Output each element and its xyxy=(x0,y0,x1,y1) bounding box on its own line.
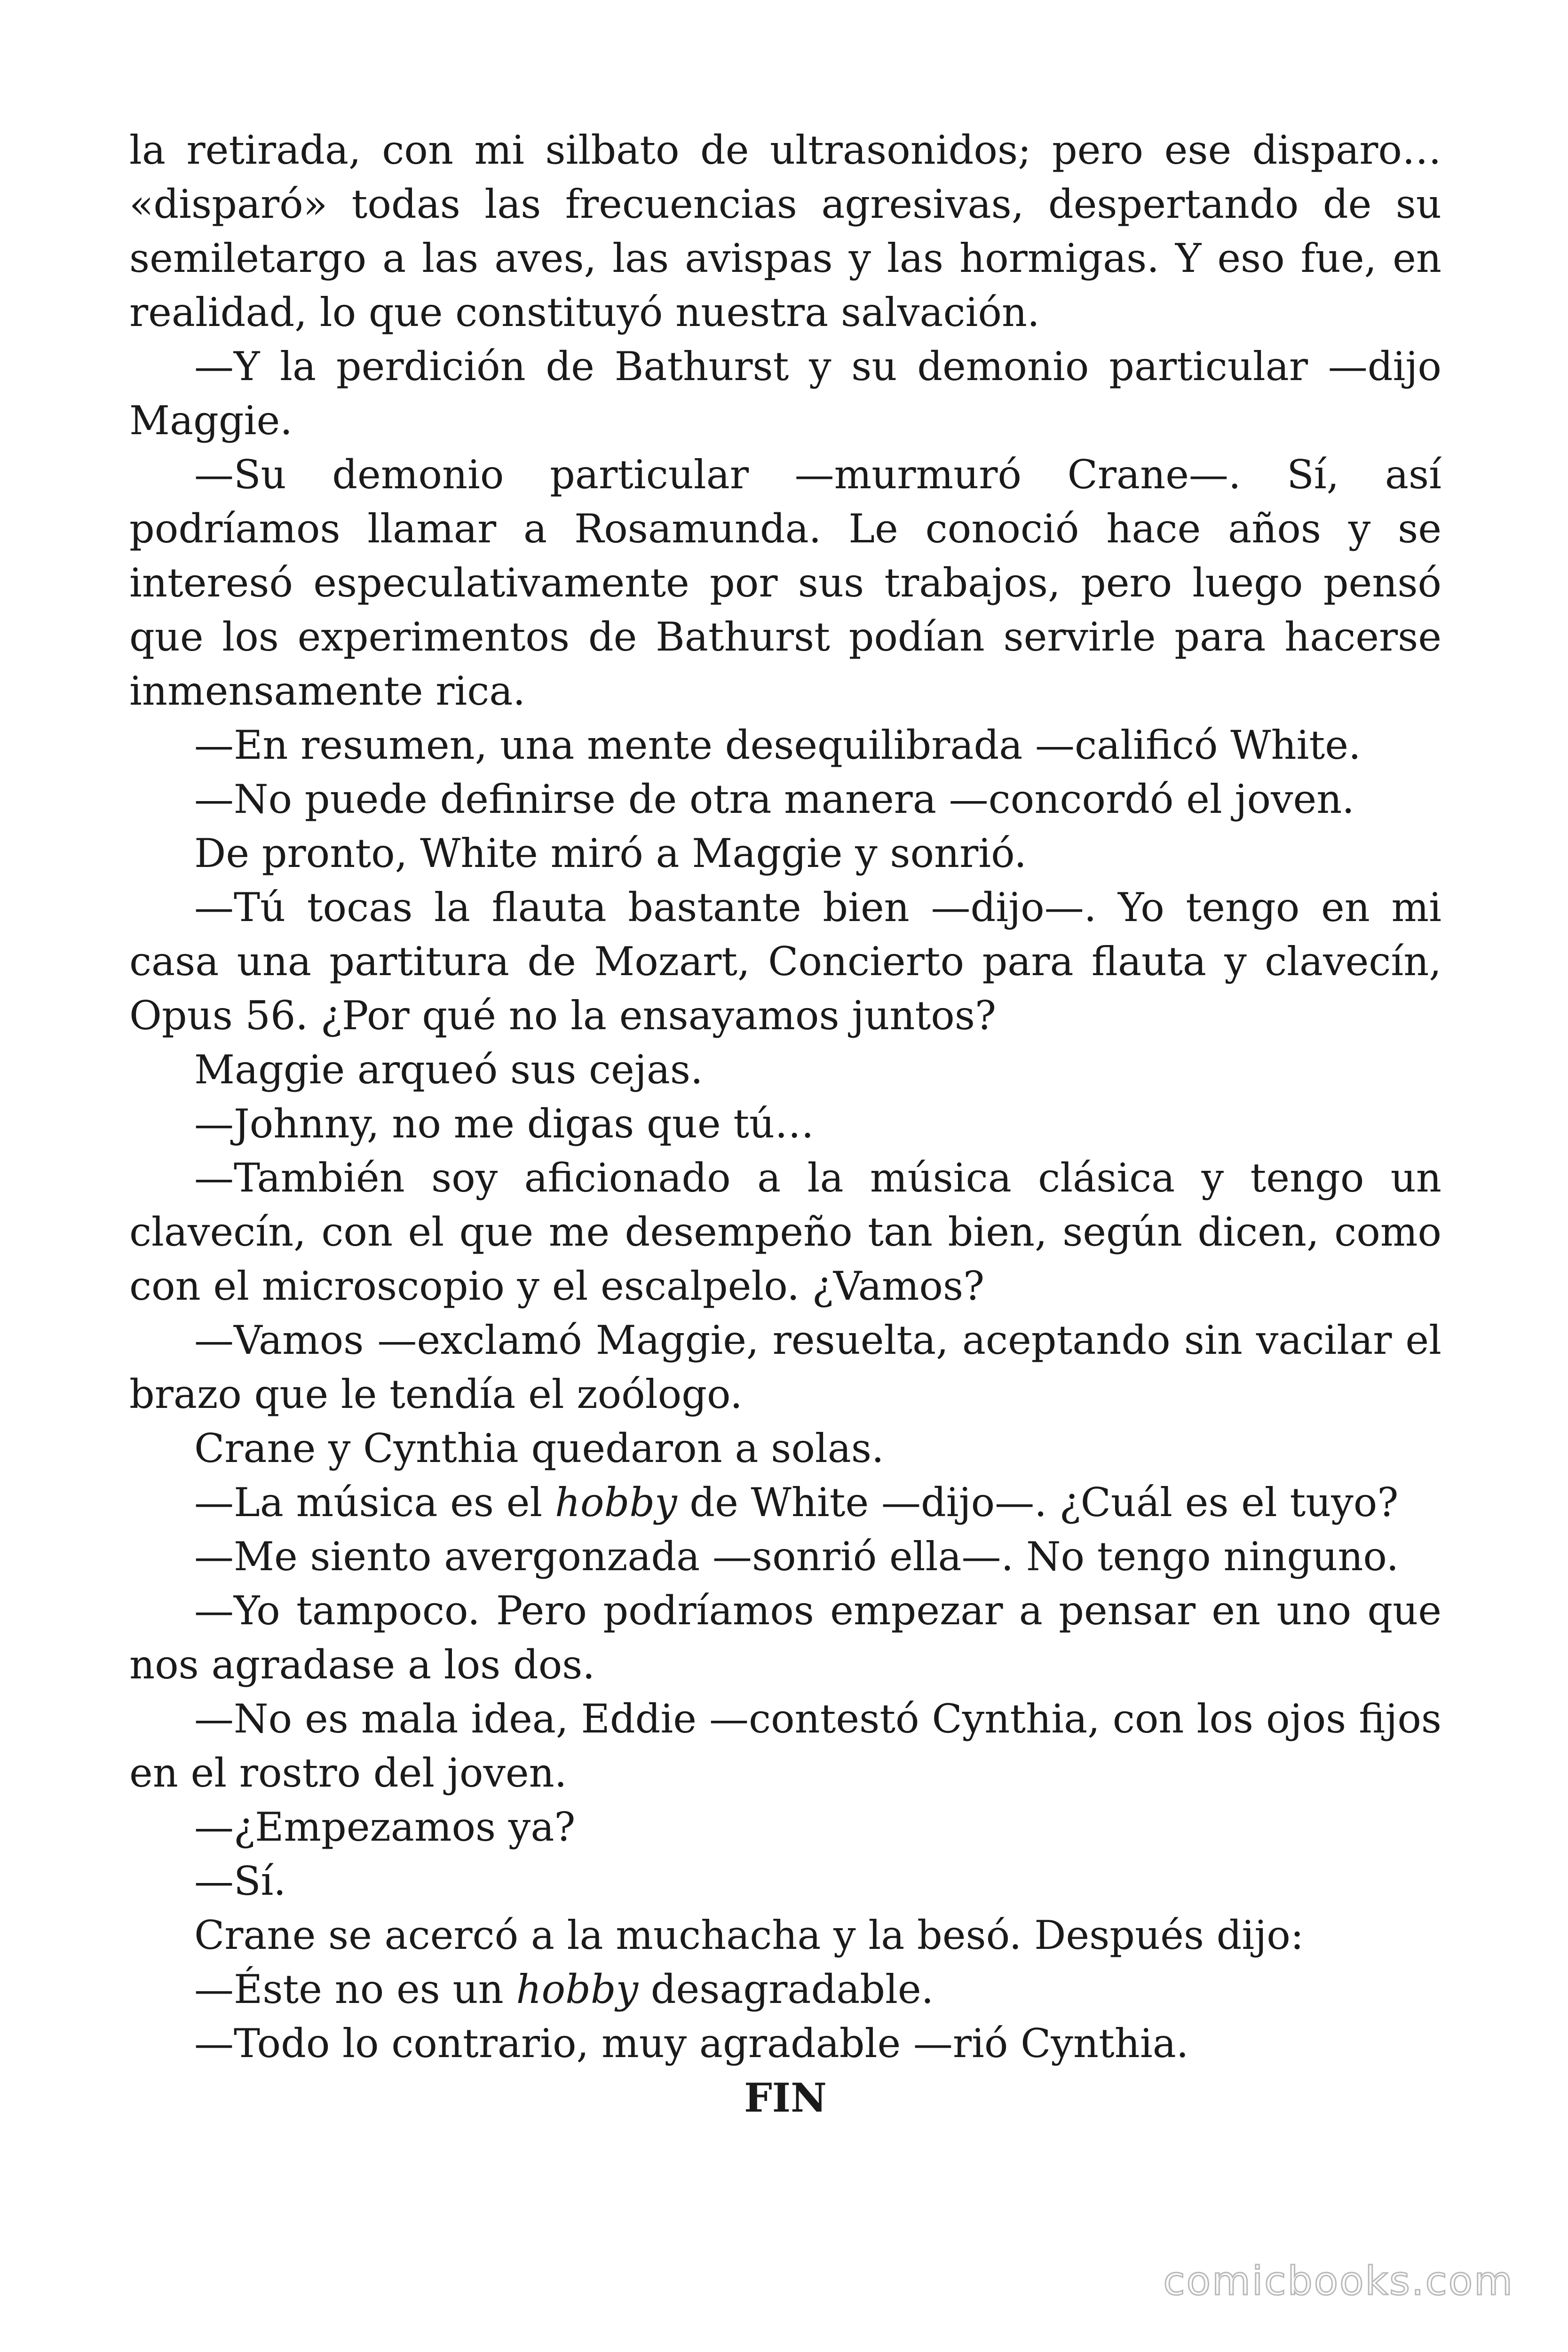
text-run: —Yo tampoco. Pero podríamos empezar a pensar en uno que nos agradase a los dos. xyxy=(129,1588,1441,1688)
text-run: —También soy aficionado a la música clásica y tengo un clavecín, con el que me desempeño tan bien, según dicen, como con el microscopio y el escalpelo. ¿Vamos? xyxy=(129,1155,1441,1309)
text-run: desagradable. xyxy=(638,1966,934,2012)
watermark-logo: comicbooks.com xyxy=(1163,2258,1514,2304)
paragraph xyxy=(129,1313,1441,1422)
paragraph xyxy=(129,718,1441,772)
text-run: —Tú tocas la flauta bastante bien —dijo—. Yo tengo en mi casa una partitura de Mozart, Concierto para flauta y clavecín, Opus 56. ¿Por qué no la ensayamos juntos? xyxy=(129,884,1441,1039)
paragraph xyxy=(129,826,1441,881)
paragraph xyxy=(129,1476,1441,1530)
italic-text: hobby xyxy=(554,1479,677,1526)
paragraph xyxy=(129,1530,1441,1584)
text-run: —Me siento avergonzada —sonrió ella—. No tengo ninguno. xyxy=(194,1534,1399,1580)
paragraph xyxy=(129,1043,1441,1097)
paragraph xyxy=(129,1854,1441,1908)
paragraph xyxy=(129,1692,1441,1800)
paragraph xyxy=(129,1963,1441,2017)
text-run: —No puede definirse de otra manera —concordó el joven. xyxy=(194,776,1355,822)
text-run: Crane se acercó a la muchacha y la besó. Después dijo: xyxy=(194,1912,1304,1958)
paragraph xyxy=(129,881,1441,1043)
text-run: Maggie arqueó sus cejas. xyxy=(194,1047,703,1093)
paragraph xyxy=(129,340,1441,448)
text-run: la retirada, con mi silbato de ultrasonidos; pero ese disparo… «disparó» todas las frecuencias agresivas, despertando de su semiletargo a las aves, las avispas y las hormigas. Y eso fue, en realidad, lo que constituyó nuestra salvación. xyxy=(129,127,1441,335)
text-run: —En resumen, una mente desequilibrada —calificó White. xyxy=(194,722,1361,768)
text-run: —Vamos —exclamó Maggie, resuelta, aceptando sin vacilar el brazo que le tendía el zoólogo. xyxy=(129,1317,1441,1417)
text-run: —Y la perdición de Bathurst y su demonio particular —dijo Maggie. xyxy=(129,343,1441,444)
paragraph xyxy=(129,772,1441,826)
text-run: —Todo lo contrario, muy agradable —rió Cynthia. xyxy=(194,2020,1189,2066)
text-body xyxy=(129,123,1441,2071)
text-run: Crane y Cynthia quedaron a solas. xyxy=(194,1425,884,1471)
paragraph xyxy=(129,123,1441,340)
paragraph xyxy=(129,1908,1441,1963)
end-mark: FIN xyxy=(744,2074,827,2121)
text-run: —Johnny, no me digas que tú… xyxy=(194,1101,815,1147)
text-run: —Su demonio particular —murmuró Crane—. Sí, así podríamos llamar a Rosamunda. Le conoció hace años y se interesó especulativamente por sus trabajos, pero luego pensó que los experimentos de Bathurst podían servirle para hacerse inmensamente rica. xyxy=(129,452,1441,714)
book-page-body xyxy=(129,123,1441,2125)
paragraph xyxy=(129,1584,1441,1692)
paragraph xyxy=(129,2017,1441,2071)
text-run: —¿Empezamos ya? xyxy=(194,1804,576,1850)
paragraph xyxy=(129,1422,1441,1476)
paragraph xyxy=(129,1097,1441,1151)
text-run: De pronto, White miró a Maggie y sonrió. xyxy=(194,830,1027,876)
paragraph xyxy=(129,1800,1441,1854)
text-run: —Sí. xyxy=(194,1858,286,1904)
paragraph xyxy=(129,1151,1441,1313)
text-run: —La música es el xyxy=(194,1479,555,1526)
text-run: —Éste no es un xyxy=(194,1966,516,2012)
paragraph xyxy=(129,448,1441,718)
text-run: —No es mala idea, Eddie —contestó Cynthia, con los ojos fijos en el rostro del joven. xyxy=(129,1696,1441,1796)
italic-text: hobby xyxy=(516,1966,639,2012)
text-run: de White —dijo—. ¿Cuál es el tuyo? xyxy=(677,1479,1399,1526)
